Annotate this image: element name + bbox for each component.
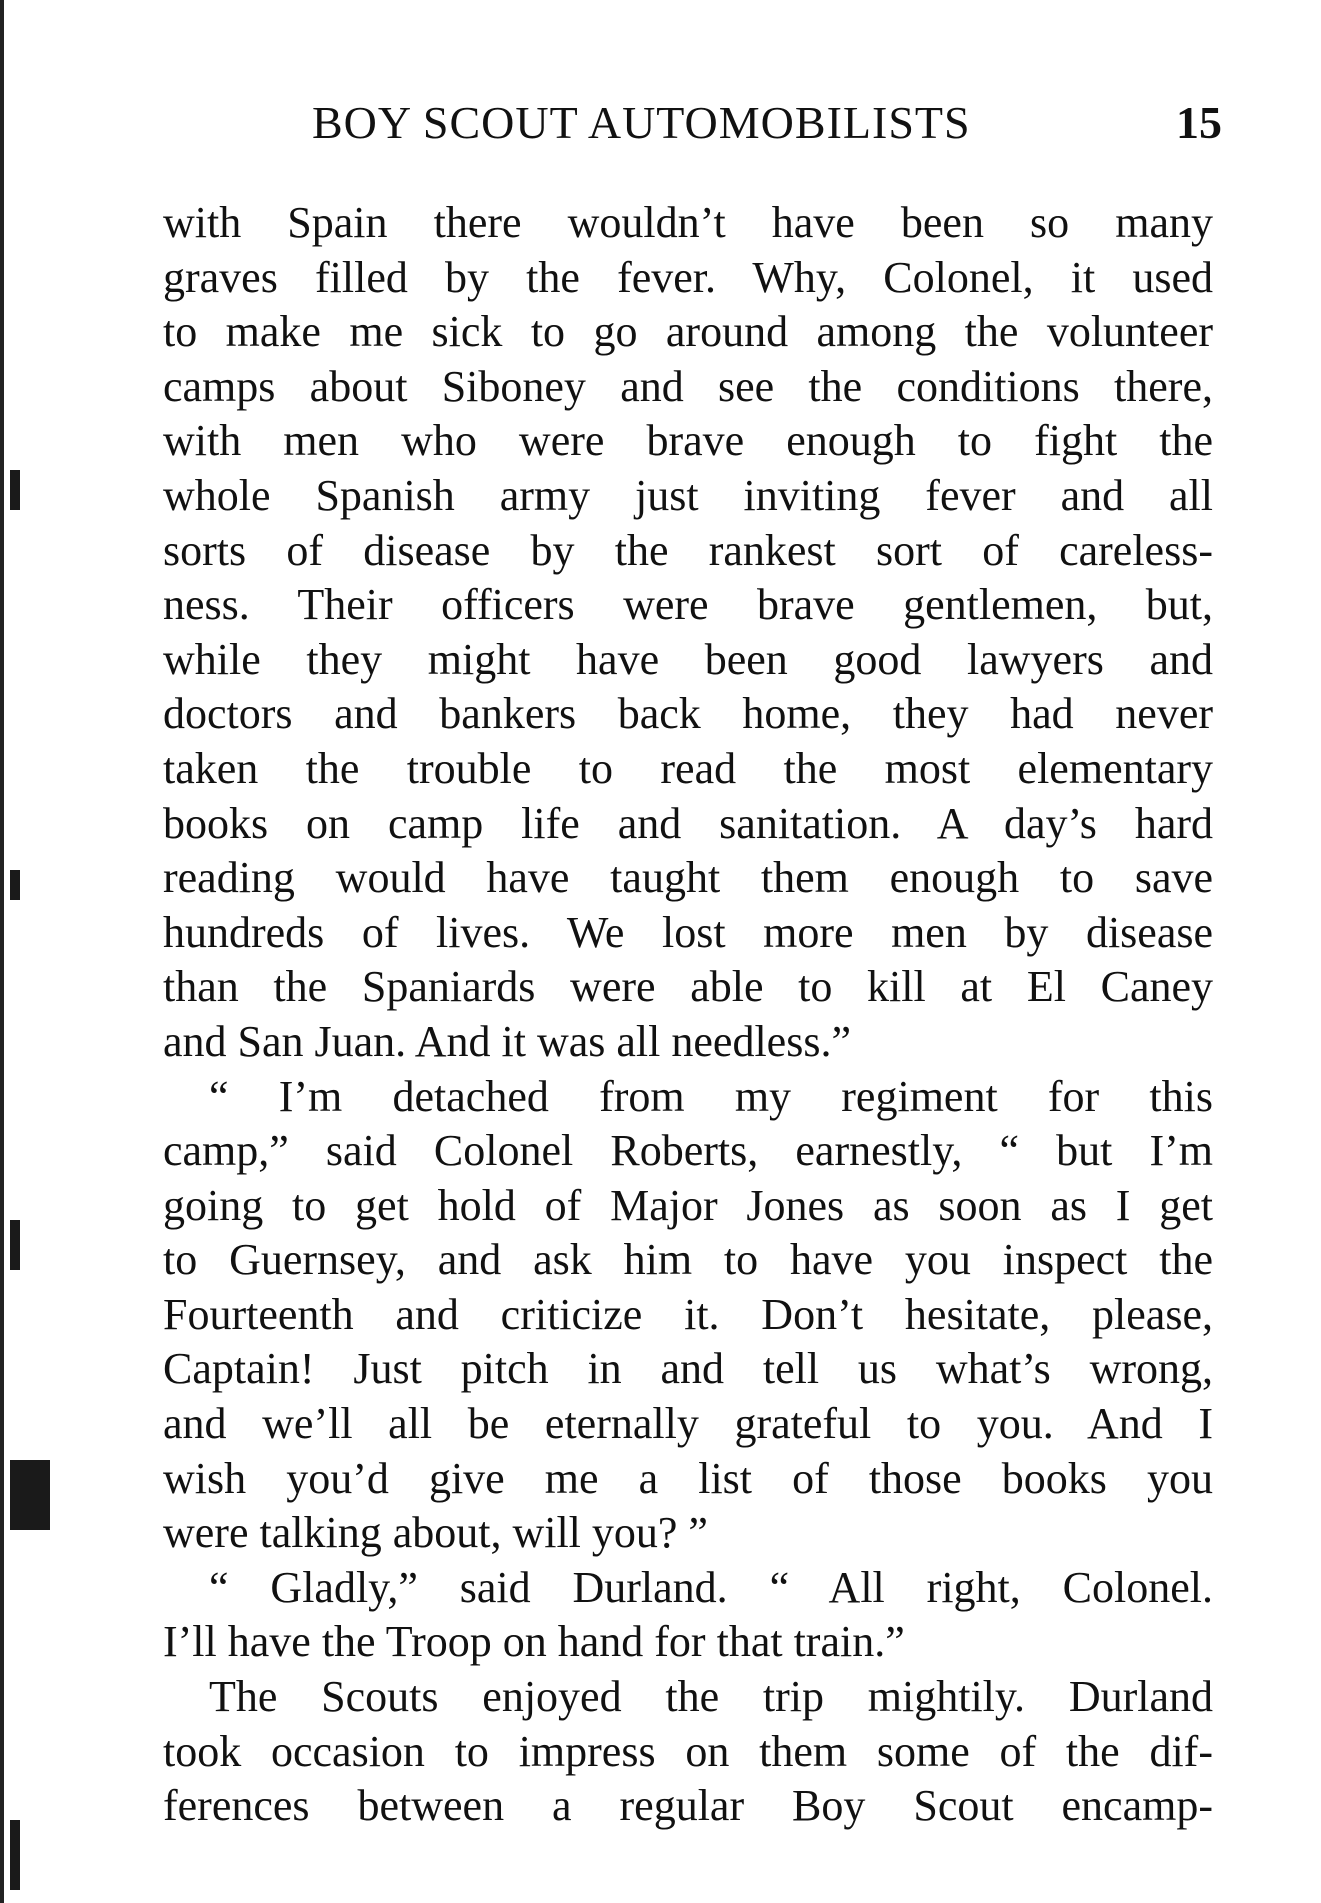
body-text [163, 196, 1213, 1834]
page-header [312, 96, 1222, 156]
text-line: going to get hold of Major Jones as soon as I get [163, 1180, 1213, 1230]
text-line: doctors and bankers back home, they had never [163, 689, 1213, 739]
edge-mark [10, 470, 20, 510]
text-line: reading would have taught them enough to save [163, 853, 1213, 903]
text-line: and we’ll all be eternally grateful to you. And I [163, 1399, 1213, 1449]
text-line: books on camp life and sanitation. A day’s hard [163, 798, 1213, 848]
page-edge [0, 0, 14, 1903]
text-line: than the Spaniards were able to kill at El Caney [163, 962, 1213, 1012]
running-title: BOY SCOUT AUTOMOBILISTS [312, 97, 971, 148]
text-line: with men who were brave enough to fight the [163, 416, 1213, 466]
edge-mark [10, 1460, 50, 1530]
text-line: Fourteenth and criticize it. Don’t hesitate, please, [163, 1289, 1213, 1339]
edge-mark [10, 1820, 20, 1890]
text-line: with Spain there wouldn’t have been so many [163, 198, 1213, 247]
text-line: “ I’m detached from my regiment for this [209, 1071, 1213, 1121]
text-line: camp,” said Colonel Roberts, earnestly, “ but I’m [163, 1126, 1213, 1176]
text-line: and San Juan. And it was all needless.” [163, 1016, 851, 1066]
text-line: sorts of disease by the rankest sort of careless- [163, 525, 1213, 575]
edge-mark [10, 870, 20, 900]
text-line: ness. Their officers were brave gentlemen, but, [163, 580, 1213, 630]
text-line: whole Spanish army just inviting fever and all [163, 470, 1213, 520]
text-line: Captain! Just pitch in and tell us what’s wrong, [163, 1344, 1213, 1394]
text-line: wish you’d give me a list of those books you [163, 1453, 1213, 1503]
text-line: camps about Siboney and see the conditions there, [163, 361, 1213, 411]
text-line: while they might have been good lawyers and [163, 634, 1213, 684]
text-line: “ Gladly,” said Durland. “ All right, Colonel. [209, 1562, 1213, 1612]
text-line: hundreds of lives. We lost more men by disease [163, 907, 1213, 957]
text-line: taken the trouble to read the most elementary [163, 743, 1213, 793]
page-number: 15 [1176, 97, 1222, 148]
text-line: to Guernsey, and ask him to have you inspect the [163, 1235, 1213, 1285]
text-line: to make me sick to go around among the volunteer [163, 307, 1213, 357]
edge-mark [10, 1220, 20, 1270]
text-line: I’ll have the Troop on hand for that train.” [163, 1617, 905, 1667]
text-line: took occasion to impress on them some of the dif- [163, 1726, 1213, 1776]
text-line: The Scouts enjoyed the trip mightily. Durland [209, 1672, 1213, 1722]
text-line: ferences between a regular Boy Scout encamp- [163, 1781, 1213, 1831]
text-line: were talking about, will you? ” [163, 1508, 708, 1558]
text-line: graves filled by the fever. Why, Colonel, it used [163, 252, 1213, 302]
